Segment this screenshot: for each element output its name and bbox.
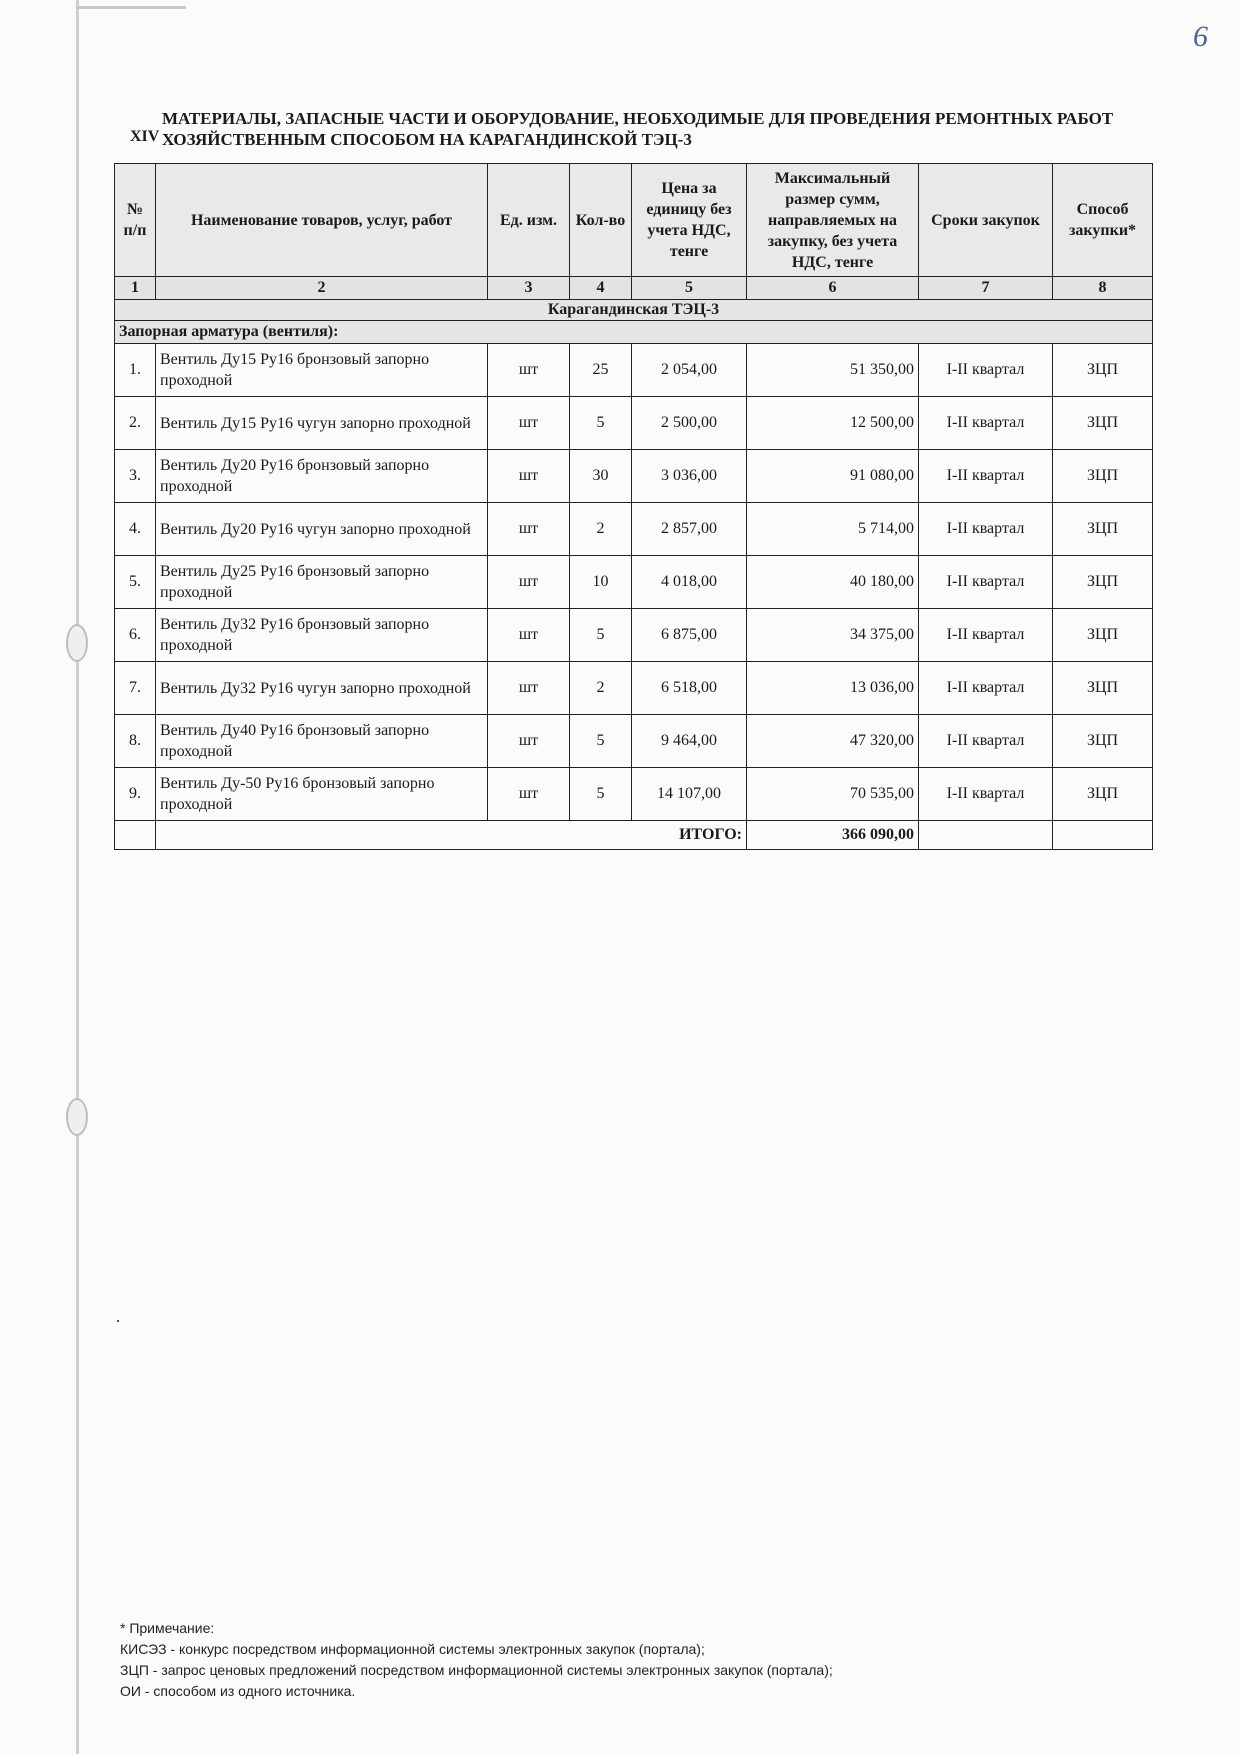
footnote-title: * Примечание: [120,1620,215,1636]
header-number: № п/п [115,164,156,277]
header-name: Наименование товаров, услуг, работ [156,164,488,277]
item-term: I-II квартал [919,344,1053,397]
column-number: 2 [156,277,488,300]
item-term: I-II квартал [919,609,1053,662]
total-row [115,821,1153,850]
table-row [115,556,1153,609]
row-number: 6. [115,609,156,662]
item-unit: шт [488,503,570,556]
punch-hole-upper [66,624,88,662]
item-method: ЗЦП [1053,609,1153,662]
item-term: I-II квартал [919,715,1053,768]
item-name: Вентиль Ду15 Ру16 чугун запорно проходной [156,397,488,450]
subgroup-row [115,321,1153,344]
item-unit: шт [488,609,570,662]
item-method: ЗЦП [1053,503,1153,556]
row-number: 7. [115,662,156,715]
total-label: ИТОГО: [156,821,747,850]
footnote-line: ЗЦП - запрос ценовых предложений посредством информационной системы электронных закупок (портала); [120,1662,833,1678]
subgroup-title: Запорная арматура (вентиля): [115,321,1153,344]
item-method: ЗЦП [1053,662,1153,715]
header-max-sum: Максимальный размер сумм, направляемых на закупку, без учета НДС, тенге [747,164,919,277]
item-name: Вентиль Ду20 Ру16 бронзовый запорно проходной [156,450,488,503]
section-number: XIV [130,128,160,145]
item-price: 14 107,00 [632,768,747,821]
item-name: Вентиль Ду15 Ру16 бронзовый запорно проходной [156,344,488,397]
item-name: Вентиль Ду20 Ру16 чугун запорно проходной [156,503,488,556]
item-name: Вентиль Ду32 Ру16 чугун запорно проходной [156,662,488,715]
section-title: МАТЕРИАЛЫ, ЗАПАСНЫЕ ЧАСТИ И ОБОРУДОВАНИЕ, НЕОБХОДИМЫЕ ДЛЯ ПРОВЕДЕНИЯ РЕМОНТНЫХ РАБОТ ХОЗЯЙСТВЕННЫМ СПОСОБОМ НА КАРАГАНДИНСКОЙ ТЭЦ-3 [162,109,1114,149]
item-price: 2 500,00 [632,397,747,450]
item-sum: 70 535,00 [747,768,919,821]
item-term: I-II квартал [919,450,1053,503]
row-number: 1. [115,344,156,397]
item-quantity: 2 [570,662,632,715]
item-quantity: 10 [570,556,632,609]
page-left-edge [76,0,79,1754]
table-row [115,344,1153,397]
item-method: ЗЦП [1053,344,1153,397]
column-number: 4 [570,277,632,300]
table-row [115,609,1153,662]
item-term: I-II квартал [919,503,1053,556]
item-sum: 51 350,00 [747,344,919,397]
footnote-line: КИСЭЗ - конкурс посредством информационной системы электронных закупок (портала); [120,1641,705,1657]
row-number: 4. [115,503,156,556]
item-price: 3 036,00 [632,450,747,503]
table-row [115,768,1153,821]
item-method: ЗЦП [1053,397,1153,450]
group-title: Карагандинская ТЭЦ-3 [115,300,1153,321]
item-sum: 34 375,00 [747,609,919,662]
footnote [120,1618,833,1702]
item-price: 9 464,00 [632,715,747,768]
item-name: Вентиль Ду32 Ру16 бронзовый запорно проходной [156,609,488,662]
procurement-table [114,163,1153,850]
column-number: 1 [115,277,156,300]
item-method: ЗЦП [1053,450,1153,503]
item-name: Вентиль Ду25 Ру16 бронзовый запорно проходной [156,556,488,609]
header-quantity: Кол-во [570,164,632,277]
item-sum: 91 080,00 [747,450,919,503]
column-number: 3 [488,277,570,300]
table-row [115,397,1153,450]
item-quantity: 5 [570,715,632,768]
item-price: 6 518,00 [632,662,747,715]
item-method: ЗЦП [1053,715,1153,768]
row-number: 9. [115,768,156,821]
group-row [115,300,1153,321]
item-quantity: 25 [570,344,632,397]
item-unit: шт [488,768,570,821]
item-name: Вентиль Ду40 Ру16 бронзовый запорно проходной [156,715,488,768]
punch-hole-lower [66,1098,88,1136]
item-method: ЗЦП [1053,768,1153,821]
table-row [115,503,1153,556]
table-row [115,715,1153,768]
row-number: 3. [115,450,156,503]
item-price: 2 857,00 [632,503,747,556]
item-price: 2 054,00 [632,344,747,397]
page-top-edge [76,6,186,9]
header-unit: Ед. изм. [488,164,570,277]
item-sum: 13 036,00 [747,662,919,715]
column-number: 7 [919,277,1053,300]
header-unit-price: Цена за единицу без учета НДС, тенге [632,164,747,277]
item-unit: шт [488,450,570,503]
item-term: I-II квартал [919,768,1053,821]
column-number: 5 [632,277,747,300]
footnote-line: ОИ - способом из одного источника. [120,1683,356,1699]
header-terms: Сроки закупок [919,164,1053,277]
item-unit: шт [488,397,570,450]
item-unit: шт [488,344,570,397]
item-quantity: 2 [570,503,632,556]
item-term: I-II квартал [919,662,1053,715]
item-name: Вентиль Ду-50 Ру16 бронзовый запорно проходной [156,768,488,821]
item-term: I-II квартал [919,397,1053,450]
item-unit: шт [488,715,570,768]
item-quantity: 5 [570,397,632,450]
row-number: 5. [115,556,156,609]
item-quantity: 30 [570,450,632,503]
column-number-row [115,277,1153,300]
item-sum: 5 714,00 [747,503,919,556]
total-empty-cell [115,821,156,850]
item-method: ЗЦП [1053,556,1153,609]
item-sum: 40 180,00 [747,556,919,609]
row-number: 8. [115,715,156,768]
item-term: I-II квартал [919,556,1053,609]
table-row [115,450,1153,503]
item-unit: шт [488,556,570,609]
item-price: 6 875,00 [632,609,747,662]
scan-speck [117,1320,119,1322]
item-unit: шт [488,662,570,715]
total-empty-cell [919,821,1053,850]
item-price: 4 018,00 [632,556,747,609]
column-number: 6 [747,277,919,300]
item-quantity: 5 [570,609,632,662]
item-quantity: 5 [570,768,632,821]
table-row [115,662,1153,715]
item-sum: 47 320,00 [747,715,919,768]
total-empty-cell [1053,821,1153,850]
item-sum: 12 500,00 [747,397,919,450]
total-value: 366 090,00 [747,821,919,850]
row-number: 2. [115,397,156,450]
header-method: Способ закупки* [1053,164,1153,277]
column-number: 8 [1053,277,1153,300]
table-header-row [115,164,1153,277]
handwritten-page-number: 6 [1193,20,1208,53]
